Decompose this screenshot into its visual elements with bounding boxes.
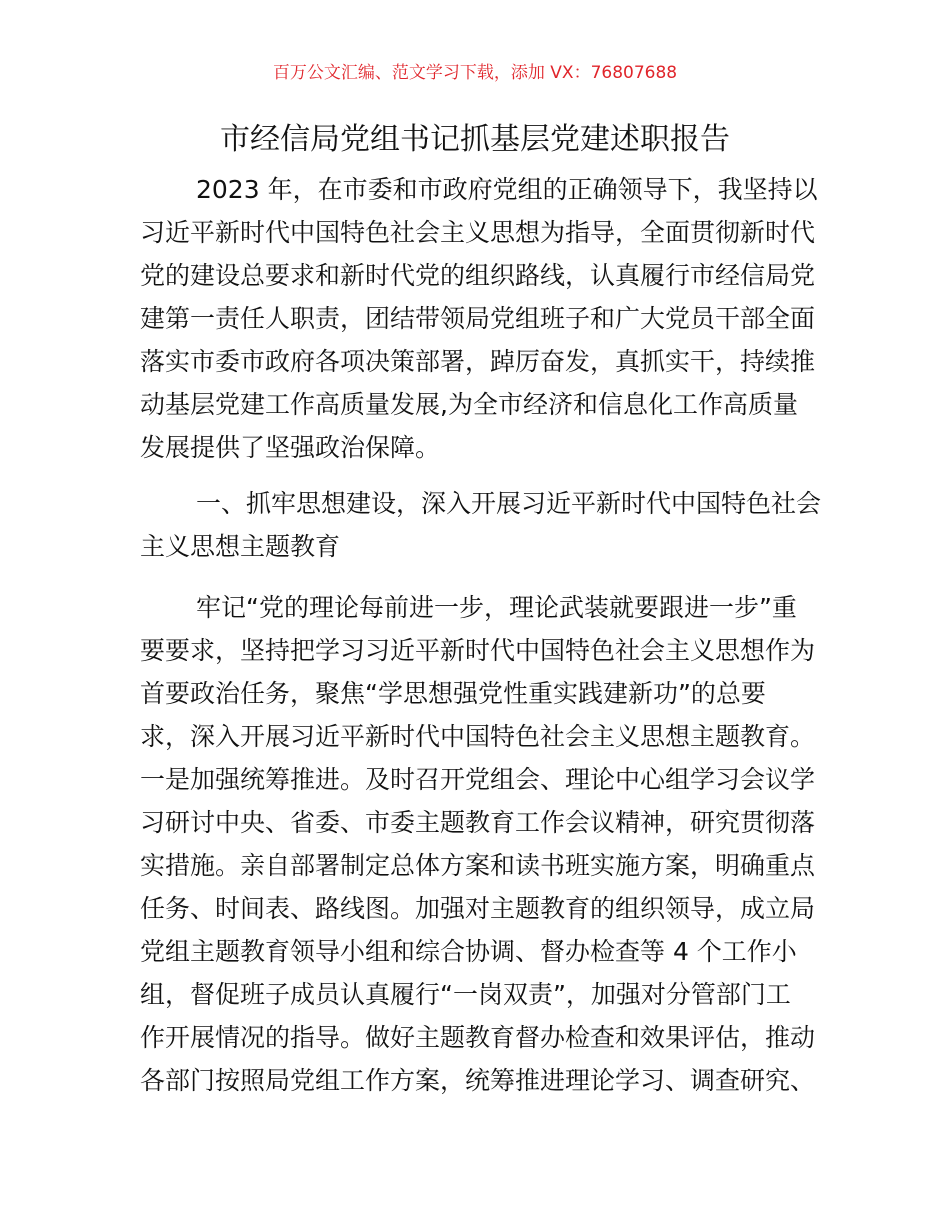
text-line: 党的建设总要求和新时代党的组织路线，认真履行市经信局党 [140,261,816,290]
text-line: 一、抓牢思想建设，深入开展习近平新时代中国特色社会 [196,489,822,518]
text-line: 发展提供了坚强政治保障。 [140,433,441,462]
text-line: 求，深入开展习近平新时代中国特色社会主义思想主题教育。 [140,722,816,751]
text-line: 组，督促班子成员认真履行“一岗双责”，加强对分管部门工 [140,980,791,1009]
text-line: 动基层党建工作高质量发展,为全市经济和信息化工作高质量 [140,390,798,419]
text-line: 要要求，坚持把学习习近平新时代中国特色社会主义思想作为 [140,636,816,665]
text-line: 任务、时间表、路线图。加强对主题教育的组织领导，成立局 [140,894,816,923]
text-line: 主义思想主题教育 [140,532,341,561]
watermark-header: 百万公文汇编、范文学习下载，添加 VX：76807688 [272,63,678,83]
text-line: 实措施。亲自部署制定总体方案和读书班实施方案，明确重点 [140,851,816,880]
paragraph-section-1 [140,586,820,1102]
text-line: 一是加强统筹推进。及时召开党组会、理论中心组学习会议学 [140,765,816,794]
text-line: 首要政治任务，聚焦“学思想强党性重实践建新功”的总要 [140,679,766,708]
text-line: 牢记“党的理论每前进一步，理论武装就要跟进一步”重 [196,593,797,622]
text-line: 落实市委市政府各项决策部署，踔厉奋发，真抓实干，持续推 [140,347,816,376]
text-line: 习近平新时代中国特色社会主义思想为指导，全面贯彻新时代 [140,218,816,247]
paragraph-intro [140,168,820,469]
text-line: 各部门按照局党组工作方案，统筹推进理论学习、调查研究、 [140,1066,816,1095]
text-line: 党组主题教育领导小组和综合协调、督办检查等 4 个工作小 [140,937,797,966]
section-heading-1 [140,482,820,568]
text-line: 建第一责任人职责，团结带领局党组班子和广大党员干部全面 [140,304,816,333]
text-line: 作开展情况的指导。做好主题教育督办检查和效果评估，推动 [140,1023,816,1052]
document-title: 市经信局党组书记抓基层党建述职报告 [220,122,730,157]
text-line: 2023 年，在市委和市政府党组的正确领导下，我坚持以 [196,175,818,204]
text-line: 习研讨中央、省委、市委主题教育工作会议精神，研究贯彻落 [140,808,816,837]
